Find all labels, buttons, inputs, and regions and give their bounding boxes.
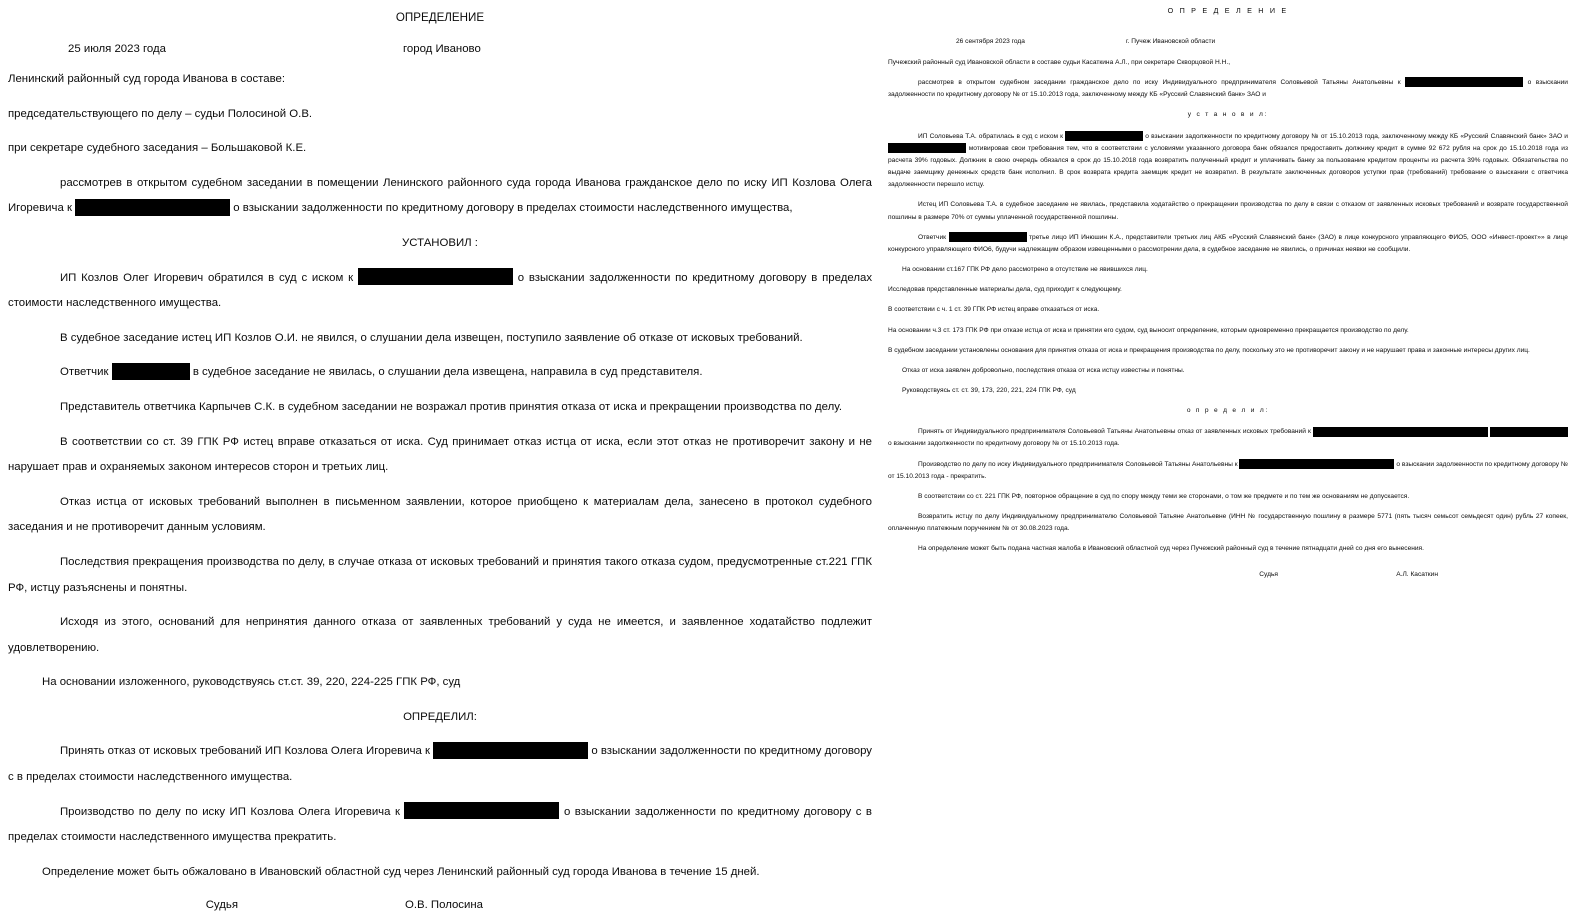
written-waiver-paragraph: Отказ истца от исковых требований выполнен в письменном заявлении, которое приобщено к материалам дела, занесено в протокол судебного заседания и не противоречит данным условиям. <box>8 495 872 534</box>
signature-name: А.Л. Касаткин <box>1396 570 1438 578</box>
redaction-bar <box>404 802 559 819</box>
document-right-ruling <box>880 0 1578 594</box>
redaction-bar <box>1313 427 1488 437</box>
redaction-bar <box>888 143 966 153</box>
signature-name: О.В. Полосина <box>404 899 483 912</box>
document-date: 25 июля 2023 года <box>68 43 166 55</box>
document-city: г. Пучеж Ивановской области <box>1126 38 1216 45</box>
ruling-1-text-a: Принять отказ от исковых требований ИП Козлова Олега Игоревича к <box>60 745 430 758</box>
ruling-2-text-a: Производство по делу по иску ИП Козлова Олега Игоревича к <box>60 805 400 818</box>
redaction-bar <box>75 199 230 216</box>
plaintiff-absence-paragraph: В судебное заседание истец ИП Козлов О.И. не явился, о слушании дела извещен, поступило заявление об отказе от исковых требований. <box>60 331 803 344</box>
document-title: ОПРЕДЕЛЕНИЕ <box>395 11 485 24</box>
ruling-2-text-a: Производство по делу по иску Индивидуального предпринимателя Соловьевой Татьяны Анатольевны к <box>918 460 1238 468</box>
appeal-paragraph: Определение может быть обжаловано в Ивановский областной суд через Ленинский районный суд города Иванова в течение 15 дней. <box>42 865 760 878</box>
ruling-1-text-b: о взыскании задолженности по кредитному договору с в пределах стоимости наследственного имущества. <box>8 745 872 784</box>
claim-text-b: о взыскании задолженности по кредитному договору № от 15.10.2013 года, заключенному между КБ «Русский Славянский банк» ЗАО и <box>1145 132 1568 140</box>
defendant-text-b: третье лицо ИП Инюшин К.А., представители третьих лиц АКБ «Русский Славянский банк» (ЗАО) в лице конкурсного управляющего ФИО5, ООО «Инвест-проект»» в лице конкурсного управляющего ФИО6, будучи надлежащим образом извещенными о рассмотрении дела, в судебное заседание не явились, о причинах неявки не сообщили. <box>888 233 1568 253</box>
document-title: О П Р Е Д Е Л Е Н И Е <box>1167 6 1289 15</box>
legal-basis-paragraph: На основании изложенного, руководствуясь ст.ст. 39, 220, 224-225 ГПК РФ, суд <box>42 676 461 689</box>
ruling-2-text-b: о взыскании задолженности по кредитному договору № от 15.10.2013 года - прекратить. <box>888 460 1568 480</box>
intro-text-a: рассмотрев в открытом судебном заседании гражданское дело по иску Индивидуального предпринимателя Соловьевой Татьяны Анатольевны к <box>918 79 1401 87</box>
claim-text-c: мотивировав свои требования тем, что в соответствии с условиями указанного договора банк обязался предоставить должнику кредит в сумме 92 672 рубля на срок до 15.10.2018 года из расчета 39% годовых. Должник в свою очередь обязался в срок до 15.10.2018 года возвратить полученный кредит и уплачивать банку за пользование кредитом проценты из расчета 39% годовых. Обязательства по выдаче заемщику денежных средств банк исполнил. В срок возврата кредита заемщик кредит не возвратил. В результате заключенных договоров уступки прав (требований) требование о взыскании с ответчика задолженности перешло истцу. <box>888 144 1568 189</box>
heading-opredelil: о п р е д е л и л: <box>1186 407 1270 415</box>
law-article-39-paragraph: В соответствии со ст. 39 ГПК РФ истец вправе отказаться от иска. Суд принимает отказ истца от иска, если этот отказ не противоречит закону и не нарушает прав и охраняемых законом интересов сторон и третьих лиц. <box>8 435 872 474</box>
plaintiff-absence-paragraph: Истец ИП Соловьева Т.А. в судебное заседание не явилась, представила ходатайство о прекращении производства по делу в связи с отказом от заявленных исковых требований и возврате государственной пошлины в размере 70% от суммы уплаченной государственной пошлины. <box>888 201 1568 221</box>
court-composition-line: Ленинский районный суд города Иванова в составе: <box>8 73 286 85</box>
redaction-bar <box>949 232 1027 242</box>
dateline <box>8 41 872 57</box>
redaction-bar <box>1065 131 1143 141</box>
conclusion-paragraph: Исходя из этого, оснований для непринятия данного отказа от заявленных требований у суда не имеется, и заявленное ходатайство подлежит удовлетворению. <box>8 616 872 654</box>
ruling-item-4-fee-refund: Возвратить истцу по делу Индивидуальному предпринимателю Соловьевой Татьяне Анатольевне (ИНН № государственную пошлину в размере 5771 (пять тысяч семьсот семьдесят один) рубль 27 копеек, оплаченную платежным поручением № от 30.08.2023 года. <box>888 513 1568 533</box>
redaction-bar <box>1239 459 1394 469</box>
heading-opredelil: ОПРЕДЕЛИЛ: <box>403 710 477 723</box>
defendant-absence-paragraph <box>888 232 1568 256</box>
secretary-line: при секретаре судебного заседания – Большаковой К.Е. <box>8 142 307 155</box>
consequences-paragraph: Последствия прекращения производства по делу, в случае отказа от исковых требований и принятия такого отказа судом, предусмотренные ст.221 ГПК РФ, истцу разъяснены и понятны. <box>8 555 872 594</box>
document-city: город Иваново <box>403 43 481 55</box>
defendant-label: Ответчик <box>60 366 109 379</box>
legal-basis-paragraph: Руководствуясь ст. ст. 39, 173, 220, 221, 224 ГПК РФ, суд <box>902 386 1076 394</box>
ruling-item-3: В соответствии со ст. 221 ГПК РФ, повторное обращение в суд по спору между теми же сторонами, о том же предмете и по тем же основаниям не допускается. <box>918 492 1410 500</box>
claim-text-a: ИП Козлов Олег Игоревич обратился в суд с иском к <box>60 271 354 284</box>
claim-paragraph <box>888 131 1568 192</box>
grounds-paragraph: В судебном заседании установлены основания для принятия отказа от иска и прекращения производства по делу, поскольку это не противоречит закону и не нарушает права и законные интересы других лиц. <box>888 346 1530 354</box>
redaction-bar <box>112 363 190 380</box>
ruling-item-2 <box>8 800 872 851</box>
defendant-text-b: в судебное заседание не явилась, о слушании дела извещена, направила в суд представителя. <box>192 366 703 379</box>
intro-text-b: о взыскании задолженности по кредитному договору в пределах стоимости наследственного имущества, <box>233 202 793 215</box>
defendant-absence-paragraph <box>8 360 872 386</box>
intro-paragraph <box>888 77 1568 101</box>
intro-text-a: рассмотрев в открытом судебном заседании в помещении Ленинского районного суда города Иванова гражданское дело по иску ИП Козлова Олега Игоревича к <box>8 176 872 215</box>
appeal-paragraph: На определение может быть подана частная жалоба в Ивановский областной суд через Пучежский районный суд в течение пятнадцати дней со дня его вынесения. <box>918 545 1424 553</box>
defendant-label: Ответчик <box>918 233 947 241</box>
claim-text-a: ИП Соловьева Т.А. обратилась в суд с иском к <box>918 132 1064 140</box>
signature-block <box>888 570 1568 579</box>
materials-review-paragraph: Исследовав представленные материалы дела, суд приходит к следующему. <box>888 286 1122 294</box>
redaction-bar <box>433 742 588 759</box>
voluntary-waiver-paragraph: Отказ от иска заявлен добровольно, последствия отказа от иска истцу известны и понятны. <box>902 366 1185 374</box>
redaction-bar <box>1490 427 1568 437</box>
signature-role: Судья <box>205 899 238 912</box>
ruling-item-2 <box>888 459 1568 483</box>
claim-paragraph <box>8 266 872 317</box>
heading-ustanovil: у с т а н о в и л: <box>1187 111 1269 119</box>
ruling-1-text-b: о взыскании задолженности по кредитному договору № от 15.10.2013 года. <box>888 440 1120 448</box>
document-date: 26 сентября 2023 года <box>956 38 1025 45</box>
signature-block <box>8 897 872 913</box>
ruling-2-text-b: о взыскании задолженности по кредитному договору с в пределах стоимости наследственного имущества прекратить. <box>8 805 872 844</box>
presiding-judge-line: председательствующего по делу – судьи Полосиной О.В. <box>8 107 313 120</box>
ruling-1-text-a: Принять от Индивидуального предпринимателя Соловьевой Татьяны Анатольевны отказ от заявленных исковых требований к <box>918 428 1311 436</box>
ruling-item-1 <box>8 739 872 790</box>
intro-text-b: о взыскании задолженности по кредитному договору № от 15.10.2013 года, заключенному между КБ «Русский Славянский банк» ЗАО и <box>888 79 1568 99</box>
court-composition-line: Пучежский районный суд Ивановской области в составе судьи Касаткина А.Л., при секретаре Скворцовой Н.Н., <box>888 59 1231 66</box>
representative-paragraph: Представитель ответчика Карпычев С.К. в судебном заседании не возражал против принятия отказа от иска и прекращении производства по делу. <box>60 400 842 413</box>
article-173-paragraph: На основании ч.3 ст. 173 ГПК РФ при отказе истца от иска и принятии его судом, суд выносит определение, которым одновременно прекращается производство по делу. <box>888 326 1409 334</box>
ruling-item-1 <box>888 426 1568 450</box>
redaction-bar <box>358 268 513 285</box>
redaction-bar <box>1405 77 1523 87</box>
article-39-paragraph: В соответствии с ч. 1 ст. 39 ГПК РФ истец вправе отказаться от иска. <box>888 306 1100 314</box>
claim-text-b: о взыскании задолженности по кредитному договору в пределах стоимости наследственного имущества. <box>8 271 873 310</box>
dateline <box>888 37 1568 46</box>
heading-ustanovil: УСТАНОВИЛ : <box>402 236 478 249</box>
article-167-paragraph: На основании ст.167 ГПК РФ дело рассмотрено в отсутствие не явившихся лиц. <box>902 266 1148 274</box>
signature-role: Судья <box>1259 570 1278 578</box>
intro-paragraph <box>8 171 872 222</box>
